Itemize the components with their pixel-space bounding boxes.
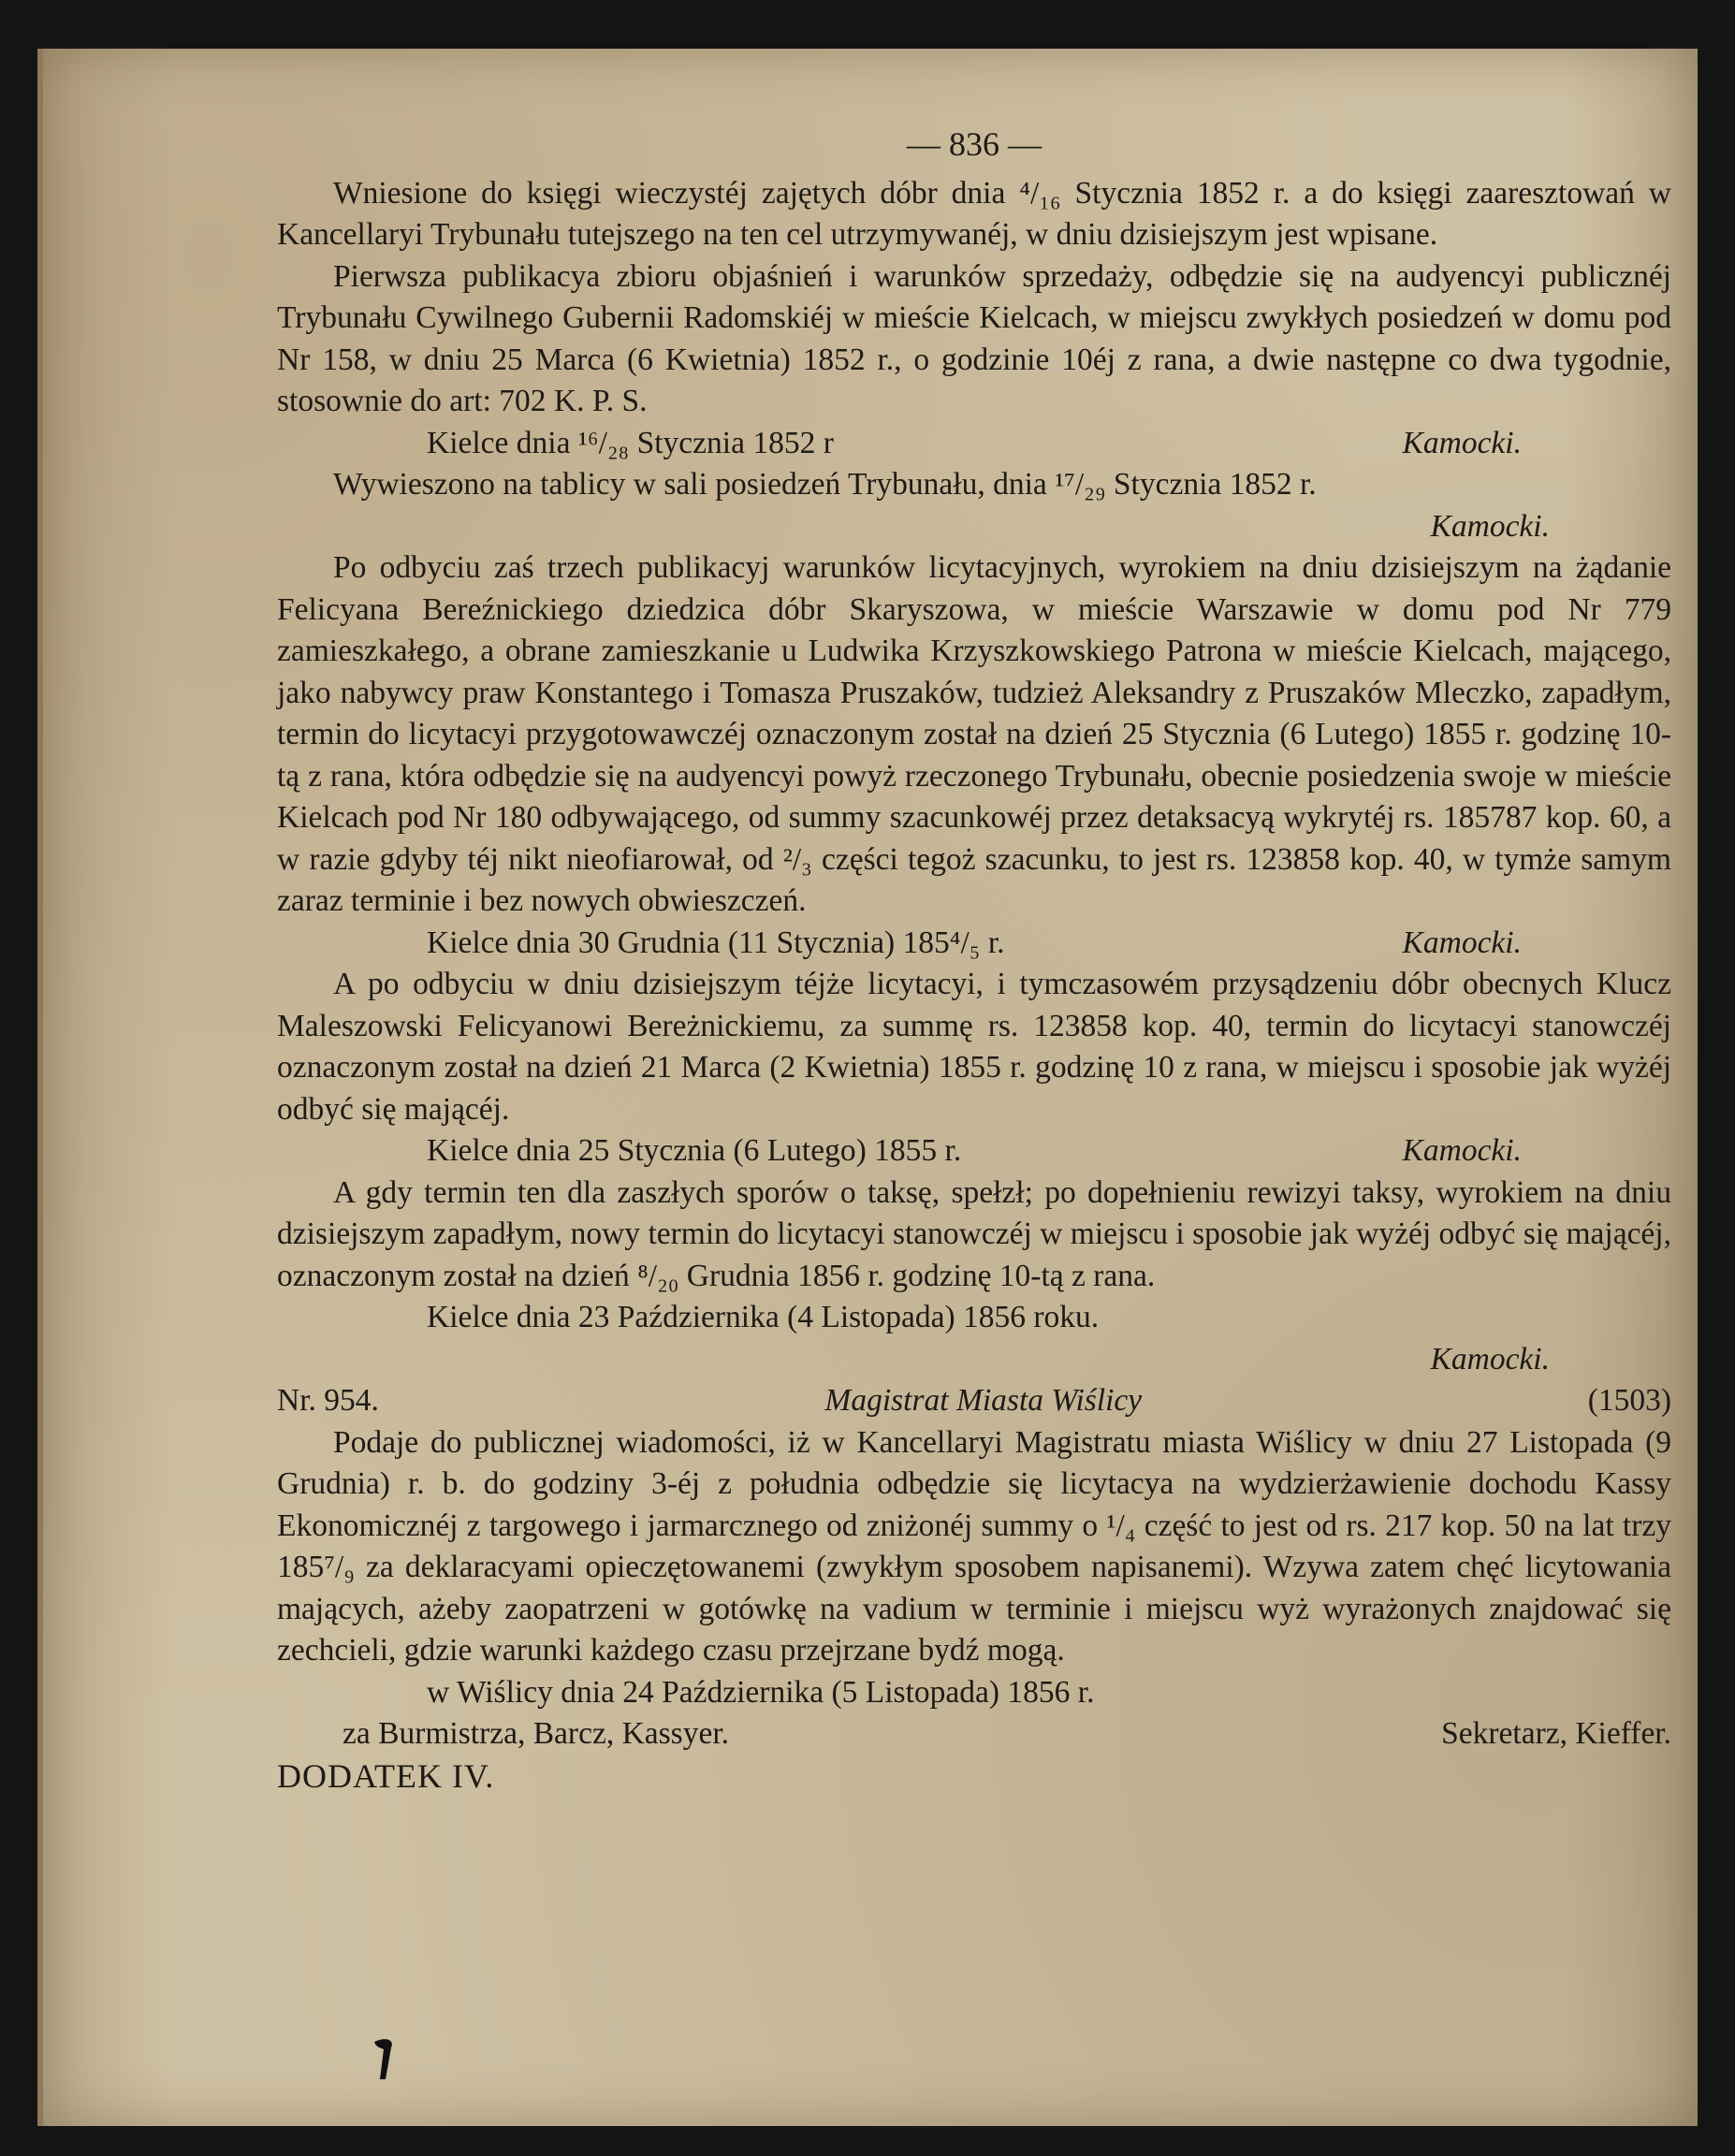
signature: Kamocki.: [1402, 925, 1522, 960]
page-number: — 836 —: [907, 125, 1042, 163]
appendix-label: DODATEK IV.: [277, 1756, 495, 1795]
notice-number: Nr. 954.: [277, 1383, 379, 1418]
signature: Kamocki.: [1402, 425, 1522, 460]
page-text: [277, 124, 1671, 1797]
date-line-4: Kielce dnia 23 Października (4 Listopada) 1856 roku.: [427, 1300, 1100, 1334]
paragraph-final-licitation: A po odbyciu w dniu dzisiejszym téjże licytacyi, i tymczasowém przysądzeniu dóbr obecnych Klucz Maleszowski Felicyanowi Bereżnickiemu, za summę rs. 123858 kop. 40, termin do licytacyi stanowczéj oznaczonym został na dzień 21 Marca (2 Kwietnia) 1855 r. godzinę 10 z rana, w miejscu i sposobie jak wyżéj odbyć się mającéj.: [277, 967, 1671, 1127]
notice-body: Podaje do publicznej wiadomości, iż w Kancellaryi Magistratu miasta Wiślicy w dniu 27 Listopada (9 Grudnia) r. b. do godziny 3-éj z południa odbędzie się licytacya na wydzierżawienie dochodu Kassy Ekonomicznéj z targowego i jarmarcznego od zniżonéj summy o ¹/₄ część to jest od rs. 217 kop. 50 na lat trzy 185⁷/₉ za deklaracyami opieczętowanemi (zwykłym sposobem napisanemi). Wzywa zatem chęć licytowania mających, ażeby zaopatrzeni w gotówkę na vadium w terminie i miejscu wyż wyrażonych znajdować się zechcieli, gdzie warunki każdego czasu przejrzane bydź mogą.: [277, 1424, 1671, 1668]
document-page: [37, 49, 1698, 2126]
paragraph-licitation: Po odbyciu zaś trzech publikacyj warunków licytacyjnych, wyrokiem na dniu dzisiejszym na żądanie Felicyana Bereźnickiego dziedzica dóbr Skaryszowa, w mieście Warszawie w domu pod Nr 779 zamieszkałego, a obrane zamieszkanie u Ludwika Krzyszkowskiego Patrona w mieście Kielcach, mającego, jako nabywcy praw Konstantego i Tomasza Pruszaków, tudzież Aleksandry z Pruszaków Mleczko, zapadłym, termin do licytacyi przygotowawczéj oznaczonym został na dzień 25 Stycznia (6 Lutego) 1855 r. godzinę 10-tą z rana, która odbędzie się na audyencyi powyż rzeczonego Trybunału, obecnie posiedzenia swoje w mieście Kielcach pod Nr 180 odbywającego, od summy szacunkowéj przez detaksacyą wykrytéj rs. 185787 kop. 60, a w razie gdyby téj nikt nieofiarował, od ²/₃ części tegoż szacunku, to jest rs. 123858 kop. 40, w tymże samym zaraz terminie i bez nowych obwieszczeń.: [277, 550, 1671, 918]
notice-title: Magistrat Miasta Wiślicy: [824, 1383, 1143, 1418]
notice-heading: [277, 1380, 1671, 1422]
date-text: Kielce dnia 30 Grudnia (11 Stycznia) 185⁴/₅ r.: [427, 925, 1005, 960]
ink-mark-icon: [357, 2032, 414, 2089]
notice-ref: (1503): [1587, 1383, 1671, 1418]
signer-right: Sekretarz, Kieffer.: [1441, 1716, 1671, 1751]
paragraph-first-publication: Pierwsza publikacya zbioru objaśnień i warunków sprzedaży, odbędzie się na audyencyi publicznéj Trybunału Cywilnego Gubernii Radomskiéj w mieście Kielcach, w miejscu zwykłych posiedzeń w domu pod Nr 158, w dniu 25 Marca (6 Kwietnia) 1852 r., o godzinie 10éj z rana, a dwie następne co dwa tygodnie, stosownie do art: 702 K. P. S.: [277, 258, 1671, 418]
notice-signers: [277, 1713, 1671, 1755]
date-text: Kielce dnia 25 Stycznia (6 Lutego) 1855 r.: [427, 1133, 962, 1168]
date-line-1: [277, 423, 1671, 465]
paragraph-registration: Wniesione do księgi wieczystéj zajętych dóbr dnia ⁴/₁₆ Stycznia 1852 r. a do księgi zaaresztowań w Kancellaryi Trybunału tutejszego na ten cel utrzymywanéj, w dniu dzisiejszym jest wpisane.: [277, 175, 1671, 252]
signature: Kamocki.: [1430, 1341, 1550, 1377]
date-text: Kielce dnia ¹⁶/₂₈ Stycznia 1852 r: [427, 425, 834, 460]
date-line-2: [277, 923, 1671, 965]
date-line-3: [277, 1130, 1671, 1173]
signature: Kamocki.: [1430, 508, 1550, 544]
signature: Kamocki.: [1402, 1133, 1522, 1168]
notice-date: w Wiślicy dnia 24 Października (5 Listopada) 1856 r.: [427, 1674, 1095, 1710]
paragraph-new-term: A gdy termin ten dla zaszłych sporów o taksę, spełzł; po dopełnieniu rewizyi taksy, wyrokiem na dniu dzisiejszym zapadłym, nowy termin do licytacyi stanowczéj w miejscu i sposobie jak wyżéj odbyć się mającéj, oznaczonym został na dzień ⁸/₂₀ Grudnia 1856 r. godzinę 10-tą z rana.: [277, 1174, 1671, 1293]
paragraph-posted: Wywieszono na tablicy w sali posiedzeń Trybunału, dnia ¹⁷/₂₉ Stycznia 1852 r.: [333, 467, 1317, 502]
signer-left: za Burmistrza, Barcz, Kassyer.: [343, 1716, 730, 1751]
